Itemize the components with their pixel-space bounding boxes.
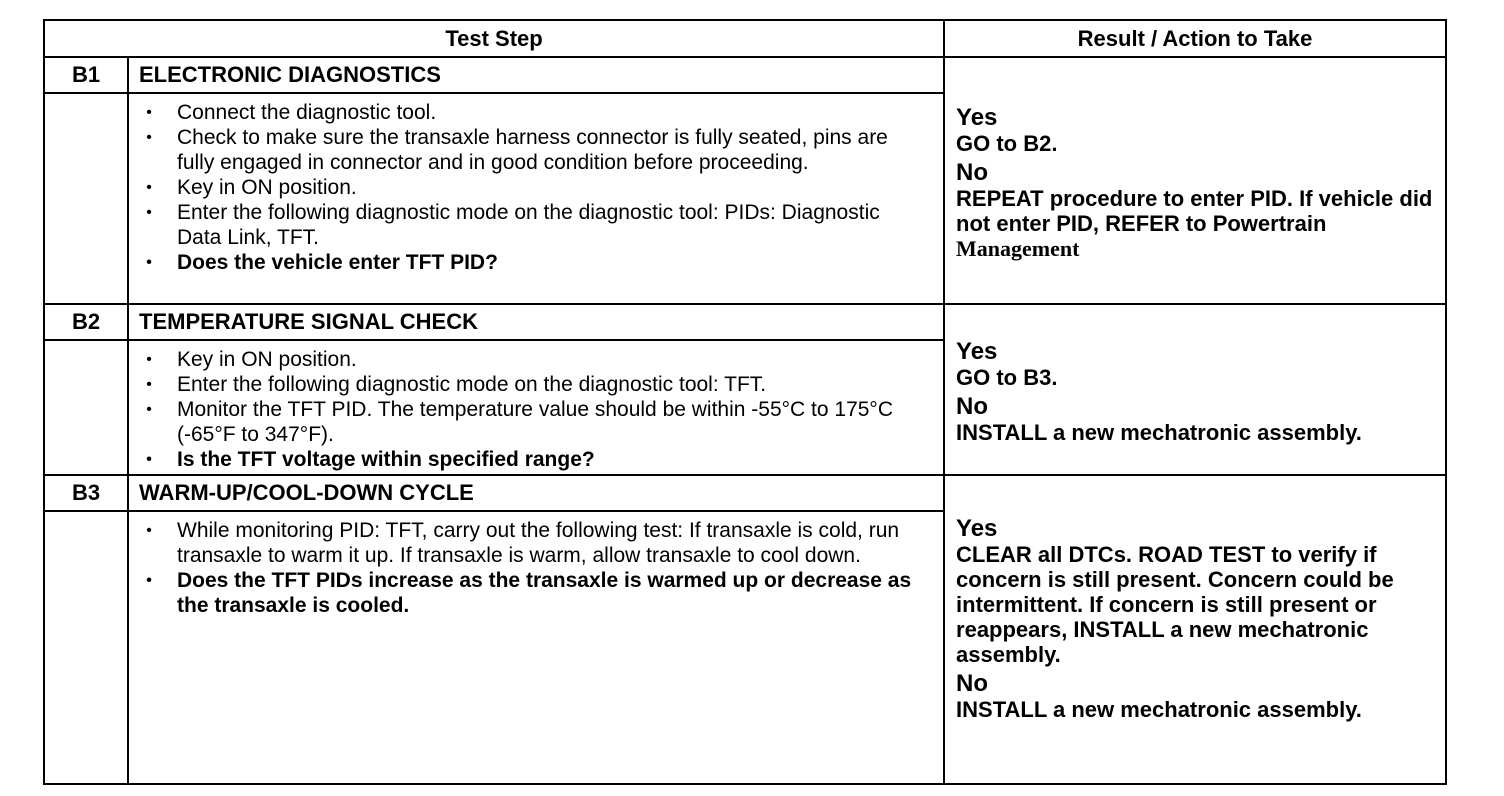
yes-action: GO to B2. xyxy=(956,130,1058,156)
no-action: REPEAT procedure to enter PID. If vehicle did not enter PID, REFER to Powertrain Management xyxy=(956,185,1433,261)
step-question: • Does the TFT PIDs increase as the transaxle is warmed up or decrease as the transaxle is cooled. xyxy=(146,569,912,617)
no-action: INSTALL a new mechatronic assembly. xyxy=(956,419,1362,445)
yes-action: GO to B3. xyxy=(956,364,1058,390)
yes-label: Yes xyxy=(956,103,998,131)
yes-action: CLEAR all DTCs. ROAD TEST to verify if concern is still present. Concern could be intermittent. If concern is still present or reappears, INSTALL a new mechatronic assembly. xyxy=(956,542,1394,667)
result-cell xyxy=(944,304,1446,475)
step-id-blank xyxy=(44,511,128,784)
step-instructions xyxy=(128,340,944,475)
step-title: ELECTRONIC DIAGNOSTICS xyxy=(128,57,944,93)
list-item: • Enter the following diagnostic mode on the diagnostic tool: TFT. xyxy=(146,373,767,396)
yes-label: Yes xyxy=(956,337,998,365)
step-title-row xyxy=(44,475,1446,511)
no-action: INSTALL a new mechatronic assembly. xyxy=(956,697,1362,722)
no-label: No xyxy=(956,158,989,186)
test-step-header: Test Step xyxy=(44,20,944,57)
step-question: • Does the vehicle enter TFT PID? xyxy=(146,251,498,274)
list-item: • While monitoring PID: TFT, carry out the following test: If transaxle is cold, run transaxle to warm it up. If transaxle is warm, allow transaxle to cool down. xyxy=(146,519,900,567)
no-label: No xyxy=(956,392,989,420)
step-id: B1 xyxy=(44,57,128,93)
step-id-blank xyxy=(44,340,128,475)
step-id: B2 xyxy=(44,304,128,340)
list-item: • Key in ON position. xyxy=(146,176,357,199)
step-id: B3 xyxy=(44,475,128,511)
result-cell xyxy=(944,475,1446,784)
list-item: • Check to make sure the transaxle harness connector is fully seated, pins are fully engaged in connector and in good condition before proceeding. xyxy=(146,126,888,174)
step-instructions xyxy=(128,93,944,304)
result-header: Result / Action to Take xyxy=(944,20,1446,57)
list-item: • Monitor the TFT PID. The temperature value should be within -55°C to 175°C (-65°F to 347°F). xyxy=(146,398,893,446)
step-id-blank xyxy=(44,93,128,304)
step-title: TEMPERATURE SIGNAL CHECK xyxy=(128,304,944,340)
step-question: • Is the TFT voltage within specified range? xyxy=(146,448,595,471)
diagnostic-table xyxy=(43,19,1447,785)
step-instructions xyxy=(128,511,944,784)
result-cell xyxy=(944,57,1446,304)
header-row xyxy=(44,20,1446,57)
no-label: No xyxy=(956,670,989,697)
list-item: • Connect the diagnostic tool. xyxy=(146,101,437,124)
step-title-row xyxy=(44,304,1446,340)
list-item: • Enter the following diagnostic mode on the diagnostic tool: PIDs: Diagnostic Data Link, TFT. xyxy=(146,201,880,249)
list-item: • Key in ON position. xyxy=(146,348,357,371)
step-title-row xyxy=(44,57,1446,93)
step-title: WARM-UP/COOL-DOWN CYCLE xyxy=(128,475,944,511)
yes-label: Yes xyxy=(956,515,998,542)
